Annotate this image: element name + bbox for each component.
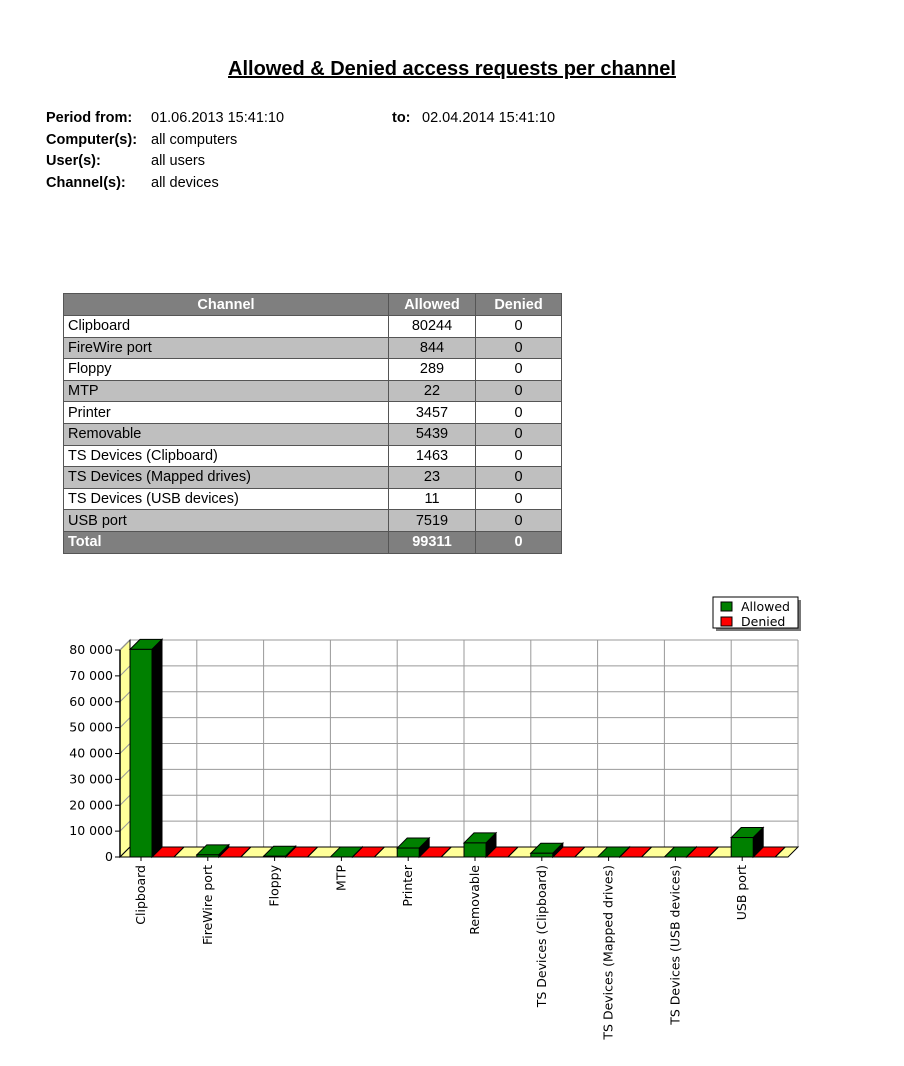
bar-allowed xyxy=(130,649,152,857)
legend-swatch-denied xyxy=(721,617,732,626)
channel-cell: Removable xyxy=(64,423,389,445)
y-tick-label: 80 000 xyxy=(69,642,113,657)
header-channel: Channel xyxy=(64,294,389,316)
allowed-cell: 844 xyxy=(389,337,476,359)
table-row xyxy=(64,510,562,532)
allowed-cell: 289 xyxy=(389,359,476,381)
x-tick-label: MTP xyxy=(333,865,349,891)
channels-value: all devices xyxy=(151,175,219,191)
channels-label: Channel(s): xyxy=(46,175,126,191)
denied-cell: 0 xyxy=(476,488,562,510)
total-denied-cell: 0 xyxy=(476,531,562,553)
users-label: User(s): xyxy=(46,153,101,169)
users-value: all users xyxy=(151,153,205,169)
table-row xyxy=(64,445,562,467)
bar-allowed xyxy=(464,843,486,857)
allowed-cell: 3457 xyxy=(389,402,476,424)
x-tick-label: TS Devices (Mapped drives) xyxy=(600,865,616,1040)
x-tick-label: USB port xyxy=(734,865,750,921)
total-allowed-cell: 99311 xyxy=(389,531,476,553)
denied-cell: 0 xyxy=(476,510,562,532)
bar-allowed xyxy=(264,856,286,857)
table-row xyxy=(64,380,562,402)
bar-allowed xyxy=(731,838,753,857)
channel-cell: FireWire port xyxy=(64,337,389,359)
table-header-row xyxy=(64,294,562,316)
table-total-row xyxy=(64,531,562,553)
channel-cell: TS Devices (Clipboard) xyxy=(64,445,389,467)
report-title: Allowed & Denied access requests per channel xyxy=(228,58,676,80)
denied-cell: 0 xyxy=(476,337,562,359)
bar-allowed-side xyxy=(152,639,162,857)
x-tick-label: TS Devices (Clipboard) xyxy=(533,865,549,1008)
period-from-value: 01.06.2013 15:41:10 xyxy=(151,110,285,126)
legend-label-allowed: Allowed xyxy=(741,599,790,614)
x-tick-label: Floppy xyxy=(266,865,282,907)
y-tick-label: 70 000 xyxy=(69,667,113,683)
allowed-cell: 11 xyxy=(389,488,476,510)
denied-cell: 0 xyxy=(476,423,562,445)
allowed-cell: 22 xyxy=(389,380,476,402)
y-tick-label: 0 xyxy=(105,849,113,864)
bar-chart xyxy=(0,590,904,1066)
allowed-cell: 1463 xyxy=(389,445,476,467)
x-tick-label: TS Devices (USB devices) xyxy=(667,865,683,1025)
denied-cell: 0 xyxy=(476,445,562,467)
denied-cell: 0 xyxy=(476,467,562,489)
bar-allowed xyxy=(397,848,419,857)
y-tick-label: 40 000 xyxy=(69,745,113,761)
channel-cell: Clipboard xyxy=(64,316,389,338)
denied-cell: 0 xyxy=(476,316,562,338)
table-row xyxy=(64,359,562,381)
y-tick-label: 10 000 xyxy=(69,823,113,839)
computers-label: Computer(s): xyxy=(46,132,138,148)
table-row xyxy=(64,423,562,445)
table-row xyxy=(64,316,562,338)
denied-cell: 0 xyxy=(476,359,562,381)
y-tick-label: 60 000 xyxy=(69,693,113,709)
table-row xyxy=(64,337,562,359)
denied-cell: 0 xyxy=(476,380,562,402)
channel-cell: TS Devices (Mapped drives) xyxy=(64,467,389,489)
table-row xyxy=(64,488,562,510)
header-allowed: Allowed xyxy=(389,294,476,316)
bar-allowed xyxy=(531,853,553,857)
denied-cell: 0 xyxy=(476,402,562,424)
y-tick-label: 20 000 xyxy=(69,797,113,813)
channel-table xyxy=(63,293,562,554)
legend-label-denied: Denied xyxy=(741,614,786,629)
y-tick-label: 50 000 xyxy=(69,719,113,735)
channel-cell: TS Devices (USB devices) xyxy=(64,488,389,510)
header-denied: Denied xyxy=(476,294,562,316)
x-tick-label: Clipboard xyxy=(133,865,148,925)
table-row xyxy=(64,467,562,489)
channel-cell: MTP xyxy=(64,380,389,402)
allowed-cell: 23 xyxy=(389,467,476,489)
x-tick-label: FireWire port xyxy=(199,865,215,946)
total-label-cell: Total xyxy=(64,531,389,553)
channel-cell: Printer xyxy=(64,402,389,424)
computers-value: all computers xyxy=(151,132,238,148)
period-from-label: Period from: xyxy=(46,110,133,126)
channel-cell: Floppy xyxy=(64,359,389,381)
period-to-label: to: xyxy=(392,110,411,126)
table-row xyxy=(64,402,562,424)
allowed-cell: 5439 xyxy=(389,423,476,445)
x-tick-label: Printer xyxy=(400,865,416,907)
allowed-cell: 7519 xyxy=(389,510,476,532)
bar-allowed xyxy=(197,855,219,857)
allowed-cell: 80244 xyxy=(389,316,476,338)
x-tick-label: Removable xyxy=(467,865,482,935)
period-to-value: 02.04.2014 15:41:10 xyxy=(422,110,556,126)
y-tick-label: 30 000 xyxy=(69,771,113,787)
channel-cell: USB port xyxy=(64,510,389,532)
legend-swatch-allowed xyxy=(721,602,732,611)
